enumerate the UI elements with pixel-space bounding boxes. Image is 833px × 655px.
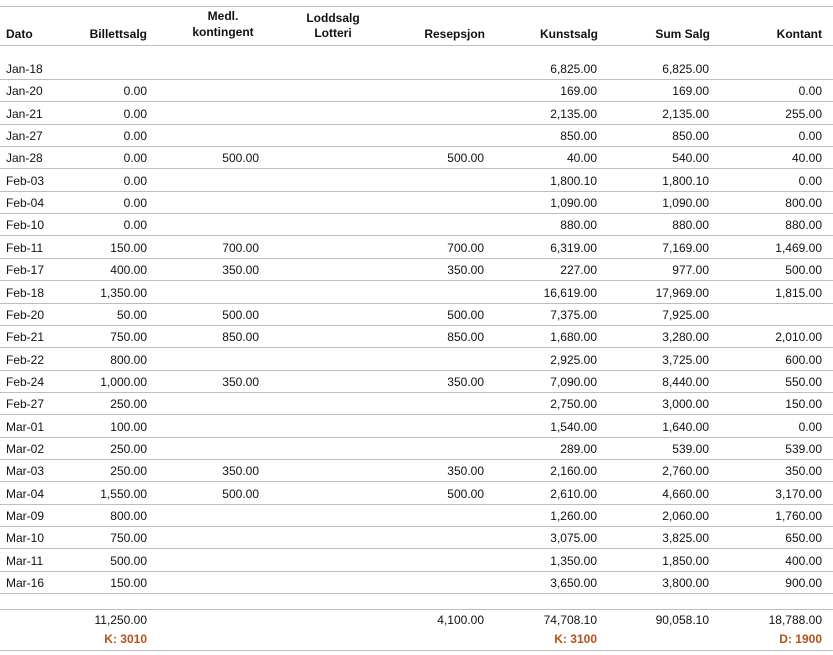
cell-kontant: 400.00 bbox=[785, 553, 822, 568]
cell-sum-salg: 17,969.00 bbox=[655, 285, 709, 300]
total-kontant: 18,788.00 bbox=[768, 613, 822, 627]
cell-resepsjon: 350.00 bbox=[447, 263, 484, 278]
row-divider bbox=[0, 414, 833, 415]
cell-sum-salg: 4,660.00 bbox=[662, 486, 709, 501]
row-divider bbox=[0, 213, 833, 214]
cell-billettsalg: 800.00 bbox=[110, 509, 147, 523]
cell-kunstsalg: 1,350.00 bbox=[550, 553, 597, 568]
row-divider bbox=[0, 481, 833, 482]
cell-dato: Feb-18 bbox=[6, 285, 45, 300]
row-divider bbox=[0, 526, 833, 527]
cell-medl: 350.00 bbox=[222, 263, 259, 278]
cell-dato: Mar-02 bbox=[6, 441, 45, 456]
cell-medl: 500.00 bbox=[222, 151, 259, 166]
bottom-rule bbox=[0, 650, 833, 651]
cell-kontant: 1,815.00 bbox=[775, 285, 822, 300]
totals-rule bbox=[0, 609, 833, 610]
row-divider bbox=[0, 504, 833, 505]
cell-resepsjon: 500.00 bbox=[447, 307, 484, 322]
cell-kunstsalg: 2,610.00 bbox=[550, 486, 597, 501]
row-divider bbox=[0, 548, 833, 549]
cell-dato: Feb-10 bbox=[6, 218, 45, 233]
header-sum-salg: Sum Salg bbox=[655, 27, 710, 41]
cell-dato: Feb-27 bbox=[6, 397, 45, 412]
header-lodd-line2: Lotteri bbox=[314, 26, 352, 40]
cell-billettsalg: 1,000.00 bbox=[100, 374, 147, 389]
cell-sum-salg: 3,825.00 bbox=[662, 531, 709, 546]
header-medl-line1: Medl. bbox=[207, 9, 239, 23]
cell-sum-salg: 6,825.00 bbox=[662, 62, 709, 76]
cell-billettsalg: 1,550.00 bbox=[100, 486, 147, 501]
cell-sum-salg: 1,850.00 bbox=[662, 553, 709, 568]
cell-kontant: 600.00 bbox=[785, 352, 822, 367]
cell-kontant: 0.00 bbox=[798, 173, 822, 188]
cell-dato: Mar-01 bbox=[6, 419, 45, 434]
cell-dato: Feb-17 bbox=[6, 263, 45, 278]
cell-kontant: 2,010.00 bbox=[775, 330, 822, 345]
row-divider bbox=[0, 392, 833, 393]
cell-kontant: 539.00 bbox=[785, 441, 822, 456]
cell-sum-salg: 3,800.00 bbox=[662, 576, 709, 591]
cell-kontant: 550.00 bbox=[785, 374, 822, 389]
cell-sum-salg: 2,060.00 bbox=[662, 509, 709, 523]
cell-billettsalg: 250.00 bbox=[110, 441, 147, 456]
cell-dato: Feb-04 bbox=[6, 196, 45, 211]
cell-sum-salg: 2,135.00 bbox=[662, 106, 709, 121]
cell-sum-salg: 3,000.00 bbox=[662, 397, 709, 412]
header-resepsjon: Resepsjon bbox=[424, 27, 485, 41]
row-divider bbox=[0, 79, 833, 80]
cell-kontant: 350.00 bbox=[785, 464, 822, 479]
cell-dato: Jan-28 bbox=[6, 151, 43, 166]
cell-sum-salg: 169.00 bbox=[672, 84, 709, 99]
cell-medl: 350.00 bbox=[222, 464, 259, 479]
cell-dato: Feb-11 bbox=[6, 240, 44, 255]
row-divider bbox=[0, 459, 833, 460]
cell-sum-salg: 7,925.00 bbox=[662, 307, 709, 322]
cell-kontant: 500.00 bbox=[785, 263, 822, 278]
cell-billettsalg: 50.00 bbox=[116, 307, 147, 322]
cell-sum-salg: 880.00 bbox=[672, 218, 709, 233]
row-divider bbox=[0, 280, 833, 281]
header-billettsalg: Billettsalg bbox=[89, 27, 147, 41]
cell-billettsalg: 400.00 bbox=[110, 263, 147, 278]
cell-billettsalg: 250.00 bbox=[110, 397, 147, 412]
cell-sum-salg: 850.00 bbox=[672, 129, 709, 144]
cell-kunstsalg: 3,650.00 bbox=[550, 576, 597, 591]
cell-billettsalg: 1,350.00 bbox=[100, 285, 147, 300]
cell-kunstsalg: 16,619.00 bbox=[543, 285, 597, 300]
cell-dato: Mar-03 bbox=[6, 464, 45, 479]
cell-kontant: 0.00 bbox=[798, 84, 822, 99]
cell-billettsalg: 250.00 bbox=[110, 464, 147, 479]
cell-billettsalg: 100.00 bbox=[110, 419, 147, 434]
account-code-kontant: D: 1900 bbox=[779, 632, 822, 646]
cell-sum-salg: 8,440.00 bbox=[662, 374, 709, 389]
cell-dato: Mar-10 bbox=[6, 531, 45, 546]
cell-kunstsalg: 7,090.00 bbox=[550, 374, 597, 389]
total-kunstsalg: 74,708.10 bbox=[543, 613, 597, 627]
cell-billettsalg: 800.00 bbox=[110, 352, 147, 367]
cell-billettsalg: 150.00 bbox=[110, 240, 147, 255]
cell-dato: Jan-27 bbox=[6, 129, 43, 144]
cell-dato: Feb-03 bbox=[6, 173, 45, 188]
cell-dato: Mar-11 bbox=[6, 553, 44, 568]
cell-sum-salg: 539.00 bbox=[672, 441, 709, 456]
row-divider bbox=[0, 437, 833, 438]
cell-kunstsalg: 169.00 bbox=[560, 84, 597, 99]
cell-kunstsalg: 1,260.00 bbox=[550, 509, 597, 523]
cell-kunstsalg: 227.00 bbox=[560, 263, 597, 278]
cell-kunstsalg: 6,319.00 bbox=[550, 240, 597, 255]
cell-kontant: 1,469.00 bbox=[775, 240, 822, 255]
row-divider bbox=[0, 124, 833, 125]
cell-kontant: 150.00 bbox=[785, 397, 822, 412]
cell-resepsjon: 500.00 bbox=[447, 151, 484, 166]
cell-sum-salg: 540.00 bbox=[672, 151, 709, 166]
cell-sum-salg: 1,800.10 bbox=[662, 173, 709, 188]
cell-billettsalg: 0.00 bbox=[123, 106, 147, 121]
row-divider bbox=[0, 593, 833, 594]
cell-dato: Feb-21 bbox=[6, 330, 45, 345]
cell-medl: 850.00 bbox=[222, 330, 259, 345]
total-billettsalg: 11,250.00 bbox=[94, 613, 147, 627]
cell-kunstsalg: 1,800.10 bbox=[550, 173, 597, 188]
cell-dato: Mar-09 bbox=[6, 509, 45, 523]
cell-resepsjon: 850.00 bbox=[447, 330, 484, 345]
cell-kontant: 650.00 bbox=[785, 531, 822, 546]
cell-kunstsalg: 6,825.00 bbox=[550, 62, 597, 76]
cell-kunstsalg: 880.00 bbox=[560, 218, 597, 233]
cell-billettsalg: 150.00 bbox=[110, 576, 147, 591]
cell-kontant: 40.00 bbox=[791, 151, 822, 166]
row-divider bbox=[0, 146, 833, 147]
total-resepsjon: 4,100.00 bbox=[437, 613, 484, 627]
cell-billettsalg: 0.00 bbox=[123, 218, 147, 233]
cell-kunstsalg: 1,680.00 bbox=[550, 330, 597, 345]
cell-kunstsalg: 3,075.00 bbox=[550, 531, 597, 546]
cell-sum-salg: 977.00 bbox=[672, 263, 709, 278]
cell-kunstsalg: 1,090.00 bbox=[550, 196, 597, 211]
account-code-billettsalg: K: 3010 bbox=[104, 632, 147, 646]
cell-kontant: 0.00 bbox=[798, 129, 822, 144]
cell-kontant: 1,760.00 bbox=[775, 509, 822, 523]
cell-kunstsalg: 1,540.00 bbox=[550, 419, 597, 434]
cell-dato: Feb-20 bbox=[6, 307, 45, 322]
cell-medl: 500.00 bbox=[222, 307, 259, 322]
cell-kunstsalg: 40.00 bbox=[566, 151, 597, 166]
cell-kunstsalg: 289.00 bbox=[560, 441, 597, 456]
row-divider bbox=[0, 191, 833, 192]
cell-kunstsalg: 2,135.00 bbox=[550, 106, 597, 121]
cell-kunstsalg: 2,160.00 bbox=[550, 464, 597, 479]
cell-billettsalg: 0.00 bbox=[123, 196, 147, 211]
cell-medl: 500.00 bbox=[222, 486, 259, 501]
cell-dato: Jan-21 bbox=[6, 106, 43, 121]
cell-kunstsalg: 2,925.00 bbox=[550, 352, 597, 367]
cell-resepsjon: 500.00 bbox=[447, 486, 484, 501]
cell-medl: 700.00 bbox=[222, 240, 259, 255]
cell-medl: 350.00 bbox=[222, 374, 259, 389]
cell-kontant: 255.00 bbox=[785, 106, 822, 121]
cell-dato: Feb-24 bbox=[6, 374, 45, 389]
cell-billettsalg: 0.00 bbox=[123, 151, 147, 166]
cell-billettsalg: 0.00 bbox=[123, 173, 147, 188]
cell-dato: Jan-20 bbox=[6, 84, 43, 99]
cell-sum-salg: 1,090.00 bbox=[662, 196, 709, 211]
header-kunstsalg: Kunstsalg bbox=[539, 27, 598, 41]
header-kontant: Kontant bbox=[776, 27, 822, 41]
cell-billettsalg: 750.00 bbox=[110, 531, 147, 546]
cell-sum-salg: 3,725.00 bbox=[662, 352, 709, 367]
cell-billettsalg: 0.00 bbox=[123, 84, 147, 99]
cell-kunstsalg: 2,750.00 bbox=[550, 397, 597, 412]
cell-billettsalg: 500.00 bbox=[110, 553, 147, 568]
row-divider bbox=[0, 101, 833, 102]
row-divider bbox=[0, 325, 833, 326]
cell-sum-salg: 3,280.00 bbox=[662, 330, 709, 345]
header-dato: Dato bbox=[6, 27, 33, 41]
top-rule bbox=[0, 6, 833, 7]
cell-kunstsalg: 850.00 bbox=[560, 129, 597, 144]
row-divider bbox=[0, 571, 833, 572]
cell-sum-salg: 7,169.00 bbox=[662, 240, 709, 255]
row-divider bbox=[0, 168, 833, 169]
header-lodd-line1: Loddsalg bbox=[306, 11, 360, 25]
account-code-kunstsalg: K: 3100 bbox=[554, 632, 597, 646]
row-divider bbox=[0, 370, 833, 371]
row-divider bbox=[0, 347, 833, 348]
cell-kontant: 880.00 bbox=[785, 218, 822, 233]
cell-resepsjon: 700.00 bbox=[447, 240, 484, 255]
total-sum-salg: 90,058.10 bbox=[655, 613, 709, 627]
cell-sum-salg: 2,760.00 bbox=[662, 464, 709, 479]
cell-kontant: 900.00 bbox=[785, 576, 822, 591]
cell-resepsjon: 350.00 bbox=[447, 374, 484, 389]
header-rule bbox=[0, 45, 833, 46]
cell-kontant: 0.00 bbox=[798, 419, 822, 434]
cell-billettsalg: 750.00 bbox=[110, 330, 147, 345]
cell-resepsjon: 350.00 bbox=[447, 464, 484, 479]
cell-kontant: 3,170.00 bbox=[775, 486, 822, 501]
corner-mark: ~~ bbox=[4, 0, 13, 4]
cell-billettsalg: 0.00 bbox=[123, 129, 147, 144]
row-divider bbox=[0, 303, 833, 304]
cell-dato: Mar-16 bbox=[6, 576, 45, 591]
cell-dato: Feb-22 bbox=[6, 352, 45, 367]
cell-kontant: 800.00 bbox=[785, 196, 822, 211]
cell-sum-salg: 1,640.00 bbox=[662, 419, 709, 434]
row-divider bbox=[0, 235, 833, 236]
row-divider bbox=[0, 258, 833, 259]
cell-dato: Jan-18 bbox=[6, 62, 43, 76]
cell-kunstsalg: 7,375.00 bbox=[550, 307, 597, 322]
cell-dato: Mar-04 bbox=[6, 486, 45, 501]
header-medl-line2: kontingent bbox=[192, 25, 254, 39]
